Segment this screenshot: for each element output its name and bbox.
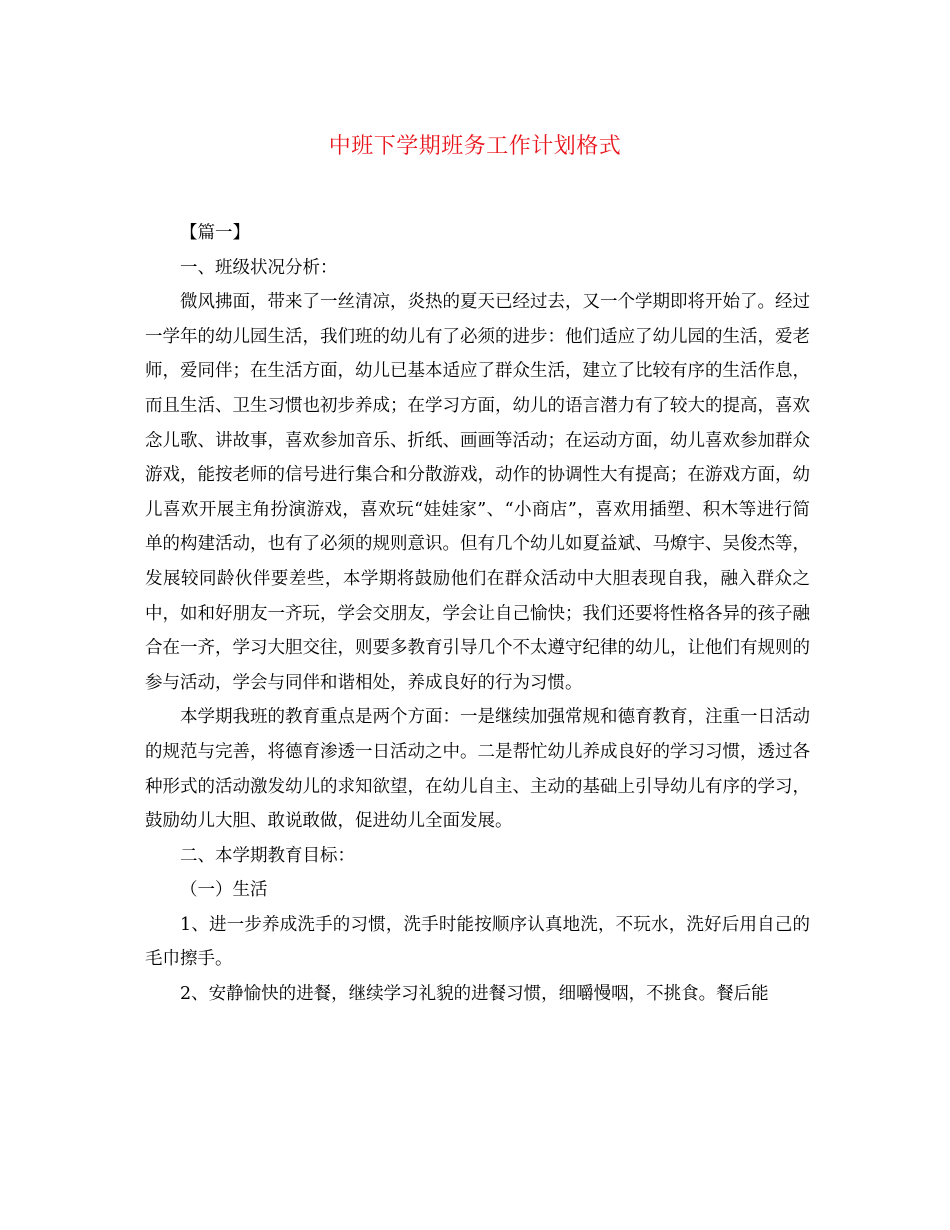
section-heading-class-analysis: 一、班级状况分析： [180, 257, 338, 278]
document-body [145, 216, 810, 1012]
list-item-meals: 2、安静愉快的进餐，继续学习礼貌的进餐习惯，细嚼慢咽，不挑食。餐后能 [180, 984, 769, 1005]
subsection-heading-life: （一）生活 [180, 880, 268, 901]
list-item-handwashing: 1、进一步养成洗手的习惯，洗手时能按顺序认真地洗，不玩水，洗好后用自己的毛巾擦手。 [145, 914, 810, 970]
section-heading-goals: 二、本学期教育目标： [180, 845, 355, 866]
section-label: 【篇一】 [180, 223, 250, 243]
paragraph-class-analysis: 微风拂面，带来了一丝清凉，炎热的夏天已经过去，又一个学期即将开始了。经过一学年的幼儿园生活，我们班的幼儿有了必须的进步：他们适应了幼儿园的生活，爱老师，爱同伴；在生活方面，幼儿已基本适应了群众生活，建立了比较有序的生活作息，而且生活、卫生习惯也初步养成；在学习方面，幼儿的语言潜力有了较大的提高，喜欢念儿歌、讲故事，喜欢参加音乐、折纸、画画等活动；在运动方面，幼儿喜欢参加群众游戏，能按老师的信号进行集合和分散游戏，动作的协调性大有提高；在游戏方面，幼儿喜欢开展主角扮演游戏，喜欢玩“娃娃家”、“小商店”，喜欢用插塑、积木等进行简单的构建活动，也有了必须的规则意识。但有几个幼儿如夏益斌、马燎宇、吴俊杰等，发展较同龄伙伴要差些，本学期将鼓励他们在群众活动中大胆表现自我，融入群众之中，如和好朋友一齐玩，学会交朋友，学会让自己愉快；我们还要将性格各异的孩子融合在一齐，学习大胆交往，则要多教育引导几个不太遵守纪律的幼儿，让他们有规则的参与活动，学会与同伴和谐相处，养成良好的行为习惯。 [145, 292, 810, 693]
paragraph-education-focus: 本学期我班的教育重点是两个方面：一是继续加强常规和德育教育，注重一日活动的规范与完善，将德育渗透一日活动之中。二是帮忙幼儿养成良好的学习习惯，透过各种形式的活动激发幼儿的求知欲望，在幼儿自主、主动的基础上引导幼儿有序的学习，鼓励幼儿大胆、敢说敢做，促进幼儿全面发展。 [145, 707, 810, 832]
document-title: 中班下学期班务工作计划格式 [328, 134, 622, 159]
